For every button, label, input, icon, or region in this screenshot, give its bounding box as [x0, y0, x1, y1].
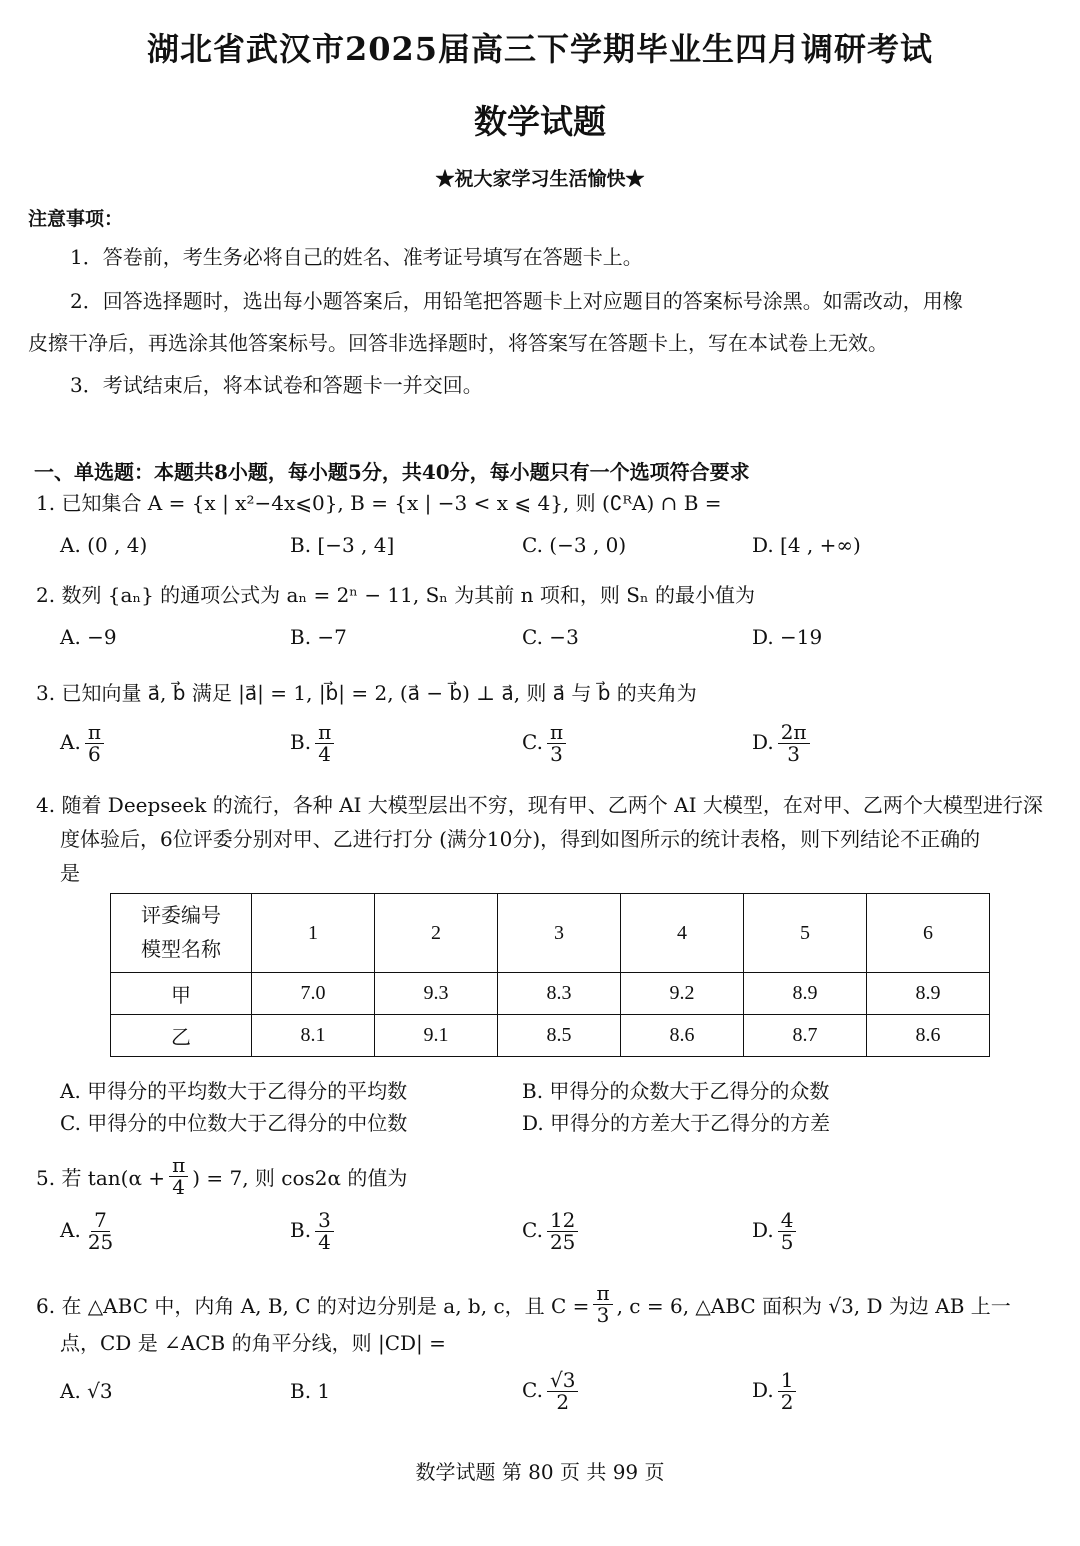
table-row	[111, 1015, 990, 1057]
q4-option-c: C. 甲得分的中位数大于乙得分的中位数	[60, 1111, 408, 1135]
note-item: 1．答卷前，考生务必将自己的姓名、准考证号填写在答题卡上。	[70, 245, 643, 269]
page-footer: 数学试题 第 80 页 共 99 页	[415, 1460, 665, 1484]
notes-heading: 注意事项：	[28, 208, 124, 230]
table-cell: 9.3	[375, 973, 498, 1015]
q6-option-d: D. $\frac{1}{2}$	[752, 1370, 800, 1413]
q5-option-b: B. $\frac{3}{4}$	[290, 1210, 338, 1253]
note-item-continued: 皮擦干净后，再选涂其他答案标号。回答非选择题时，将答案写在答题卡上，写在本试卷上无效。	[28, 331, 888, 355]
question-3-stem: 3. 已知向量 a⃗, b⃗ 满足 |a⃗| = 1, |b⃗| = 2, (a⃗ − b⃗) ⊥ a⃗, 则 a⃗ 与 b⃗ 的夹角为	[36, 681, 697, 705]
q1-option-b: B. [−3 , 4]	[290, 533, 395, 557]
q2-option-a: A. −9	[60, 625, 117, 649]
page-subtitle: 数学试题	[474, 102, 606, 141]
row-header: 乙	[111, 1015, 252, 1057]
table-cell: 8.6	[867, 1015, 990, 1057]
table-cell: 9.2	[621, 973, 744, 1015]
q1-option-c: C. (−3 , 0)	[522, 533, 627, 557]
col-header: 5	[744, 894, 867, 973]
q3-option-a: A. $\frac{\pi}{6}$	[60, 722, 108, 765]
question-1-stem: 1. 已知集合 A = {x | x²−4x⩽0}, B = {x | −3 < x ⩽ 4}, 则 (∁ᴿA) ∩ B =	[36, 491, 722, 515]
table-row	[111, 973, 990, 1015]
table-cell: 7.0	[252, 973, 375, 1015]
col-header: 6	[867, 894, 990, 973]
question-5-stem: 5. 若 tan(α + $\frac{\pi}{4}$ ) = 7, 则 cos2α 的值为	[36, 1153, 408, 1199]
table-cell: 8.5	[498, 1015, 621, 1057]
question-4-stem-line-2: 度体验后，6位评委分别对甲、乙进行打分 (满分10分)，得到如图所示的统计表格，则下列结论不正确的	[60, 827, 981, 851]
q2-option-d: D. −19	[752, 625, 823, 649]
table-cell: 8.6	[621, 1015, 744, 1057]
row-header: 甲	[111, 973, 252, 1015]
note-item: 3．考试结束后，将本试卷和答题卡一并交回。	[70, 373, 483, 397]
table-cell: 8.9	[867, 973, 990, 1015]
question-6-stem-line-2: 点，CD 是 ∠ACB 的角平分线，则 |CD| =	[60, 1331, 446, 1355]
score-table	[110, 893, 990, 1057]
question-4-stem-line-1: 4. 随着 Deepseek 的流行，各种 AI 大模型层出不穷，现有甲、乙两个 AI 大模型，在对甲、乙两个大模型进行深	[36, 793, 1043, 817]
col-header: 1	[252, 894, 375, 973]
table-cell: 8.7	[744, 1015, 867, 1057]
q5-option-a: A. $\frac{7}{25}$	[60, 1208, 114, 1254]
note-item: 2．回答选择题时，选出每小题答案后，用铅笔把答题卡上对应题目的答案标号涂黑。如需改动，用橡	[70, 289, 963, 313]
q3-option-c: C. $\frac{\pi}{3}$	[522, 722, 570, 765]
question-4-stem-line-3: 是	[60, 861, 80, 885]
q6-option-a: A. √3	[60, 1379, 113, 1403]
q2-option-b: B. −7	[290, 625, 347, 649]
table-cell: 8.9	[744, 973, 867, 1015]
q2-option-c: C. −3	[522, 625, 579, 649]
q6-option-b: B. 1	[290, 1379, 331, 1403]
question-2-stem: 2. 数列 {aₙ} 的通项公式为 aₙ = 2ⁿ − 11, Sₙ 为其前 n 项和，则 Sₙ 的最小值为	[36, 583, 755, 607]
col-header: 3	[498, 894, 621, 973]
q4-option-a: A. 甲得分的平均数大于乙得分的平均数	[60, 1079, 408, 1103]
table-cell: 8.3	[498, 973, 621, 1015]
q4-option-b: B. 甲得分的众数大于乙得分的众数	[522, 1079, 830, 1103]
slogan: ★祝大家学习生活愉快★	[435, 168, 645, 190]
q4-option-d: D. 甲得分的方差大于乙得分的方差	[522, 1111, 831, 1135]
table-corner-header: 评委编号 模型名称	[111, 894, 252, 973]
q6-option-c: C. $\frac{√3}{2}$	[522, 1370, 582, 1413]
table-cell: 8.1	[252, 1015, 375, 1057]
table-cell: 9.1	[375, 1015, 498, 1057]
section-heading: 一、单选题：本题共8小题，每小题5分，共40分，每小题只有一个选项符合要求	[34, 460, 750, 484]
q5-option-c: C. $\frac{12}{25}$	[522, 1210, 582, 1253]
q3-option-d: D. $\frac{2\pi}{3}$	[752, 722, 814, 765]
page-title: 湖北省武汉市2025届高三下学期毕业生四月调研考试	[146, 30, 934, 68]
q1-option-a: A. (0 , 4)	[60, 533, 148, 557]
col-header: 4	[621, 894, 744, 973]
q5-option-d: D. $\frac{4}{5}$	[752, 1210, 800, 1253]
col-header: 2	[375, 894, 498, 973]
q1-option-d: D. [4 , +∞)	[752, 533, 861, 557]
question-6-stem: 6. 在 △ABC 中，内角 A, B, C 的对边分别是 a, b, c，且 C = $\frac{\pi}{3}$ , c = 6, △ABC 面积为 √3, D 为边 AB 上一	[36, 1281, 1011, 1327]
q3-option-b: B. $\frac{\pi}{4}$	[290, 722, 338, 765]
